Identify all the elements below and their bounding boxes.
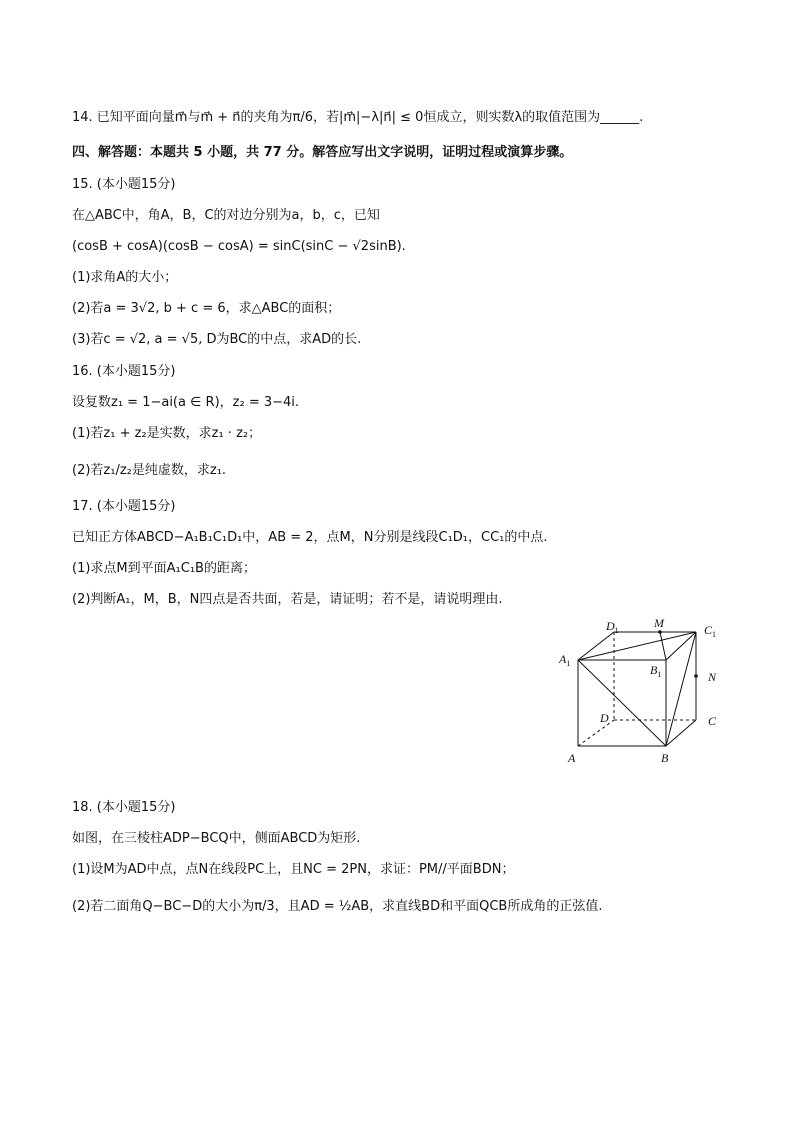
label-c: C <box>708 714 717 728</box>
label-d: D <box>600 711 609 725</box>
label-m: M <box>654 616 664 630</box>
q18-part-2: (2)若二面角Q−BC−D的大小为π/3，且AD = ½AB，求直线BD和平面QCB所成角的正弦值. <box>72 899 603 914</box>
q15-part-1: (1)求角A的大小； <box>72 270 178 285</box>
q16-part-1: (1)若z₁ + z₂是实数，求z₁ · z₂； <box>72 426 262 441</box>
q17-header: 17. (本小题15分) <box>72 499 176 514</box>
q15-part-3: (3)若c = √2, a = √5, D为BC的中点，求AD的长. <box>72 332 362 347</box>
q16-stem: 设复数z₁ = 1−ai(a ∈ R)，z₂ = 3−4i. <box>72 395 300 410</box>
cube-figure <box>550 612 730 772</box>
q18-part-1: (1)设M为AD中点，点N在线段PC上，且NC = 2PN，求证：PM//平面BDN； <box>72 862 515 877</box>
label-b1: $B_1$ <box>650 663 662 679</box>
q15-formula: (cosB + cosA)(cosB − cosA) = sinC(sinC − √2sinB). <box>72 239 406 254</box>
q18-stem: 如图，在三棱柱ADP−BCQ中，侧面ABCD为矩形. <box>72 831 361 846</box>
q17-stem: 已知正方体ABCD−A₁B₁C₁D₁中，AB = 2，点M，N分别是线段C₁D₁，CC₁的中点. <box>72 530 548 545</box>
label-a: A <box>568 751 576 765</box>
q17-part-2: (2)判断A₁，M，B，N四点是否共面，若是，请证明；若不是，请说明理由. <box>72 592 503 607</box>
label-b: B <box>661 751 669 765</box>
q17-part-1: (1)求点M到平面A₁C₁B的距离； <box>72 561 256 576</box>
point-m <box>658 630 662 634</box>
label-d1: $D_1$ <box>606 619 619 635</box>
label-n: N <box>708 670 717 684</box>
section-heading: 四、解答题：本题共 5 小题，共 77 分。解答应写出文字说明，证明过程或演算步骤。 <box>72 145 573 160</box>
q15-stem: 在△ABC中，角A，B，C的对边分别为a，b，c，已知 <box>72 208 380 223</box>
point-n <box>694 674 698 678</box>
q16-part-2: (2)若z₁/z₂是纯虚数，求z₁. <box>72 463 227 478</box>
q16-header: 16. (本小题15分) <box>72 364 176 379</box>
label-a1: $A_1$ <box>559 652 571 668</box>
question-14: 14. 已知平面向量m⃗与m⃗ + n⃗的夹角为π/6，若|m⃗|−λ|n⃗| ≤ 0恒成立，则实数λ的取值范围为______. <box>72 110 644 125</box>
q15-part-2: (2)若a = 3√2, b + c = 6，求△ABC的面积； <box>72 301 341 316</box>
label-c1: $C_1$ <box>704 623 717 639</box>
q18-header: 18. (本小题15分) <box>72 800 176 815</box>
q15-header: 15. (本小题15分) <box>72 177 176 192</box>
